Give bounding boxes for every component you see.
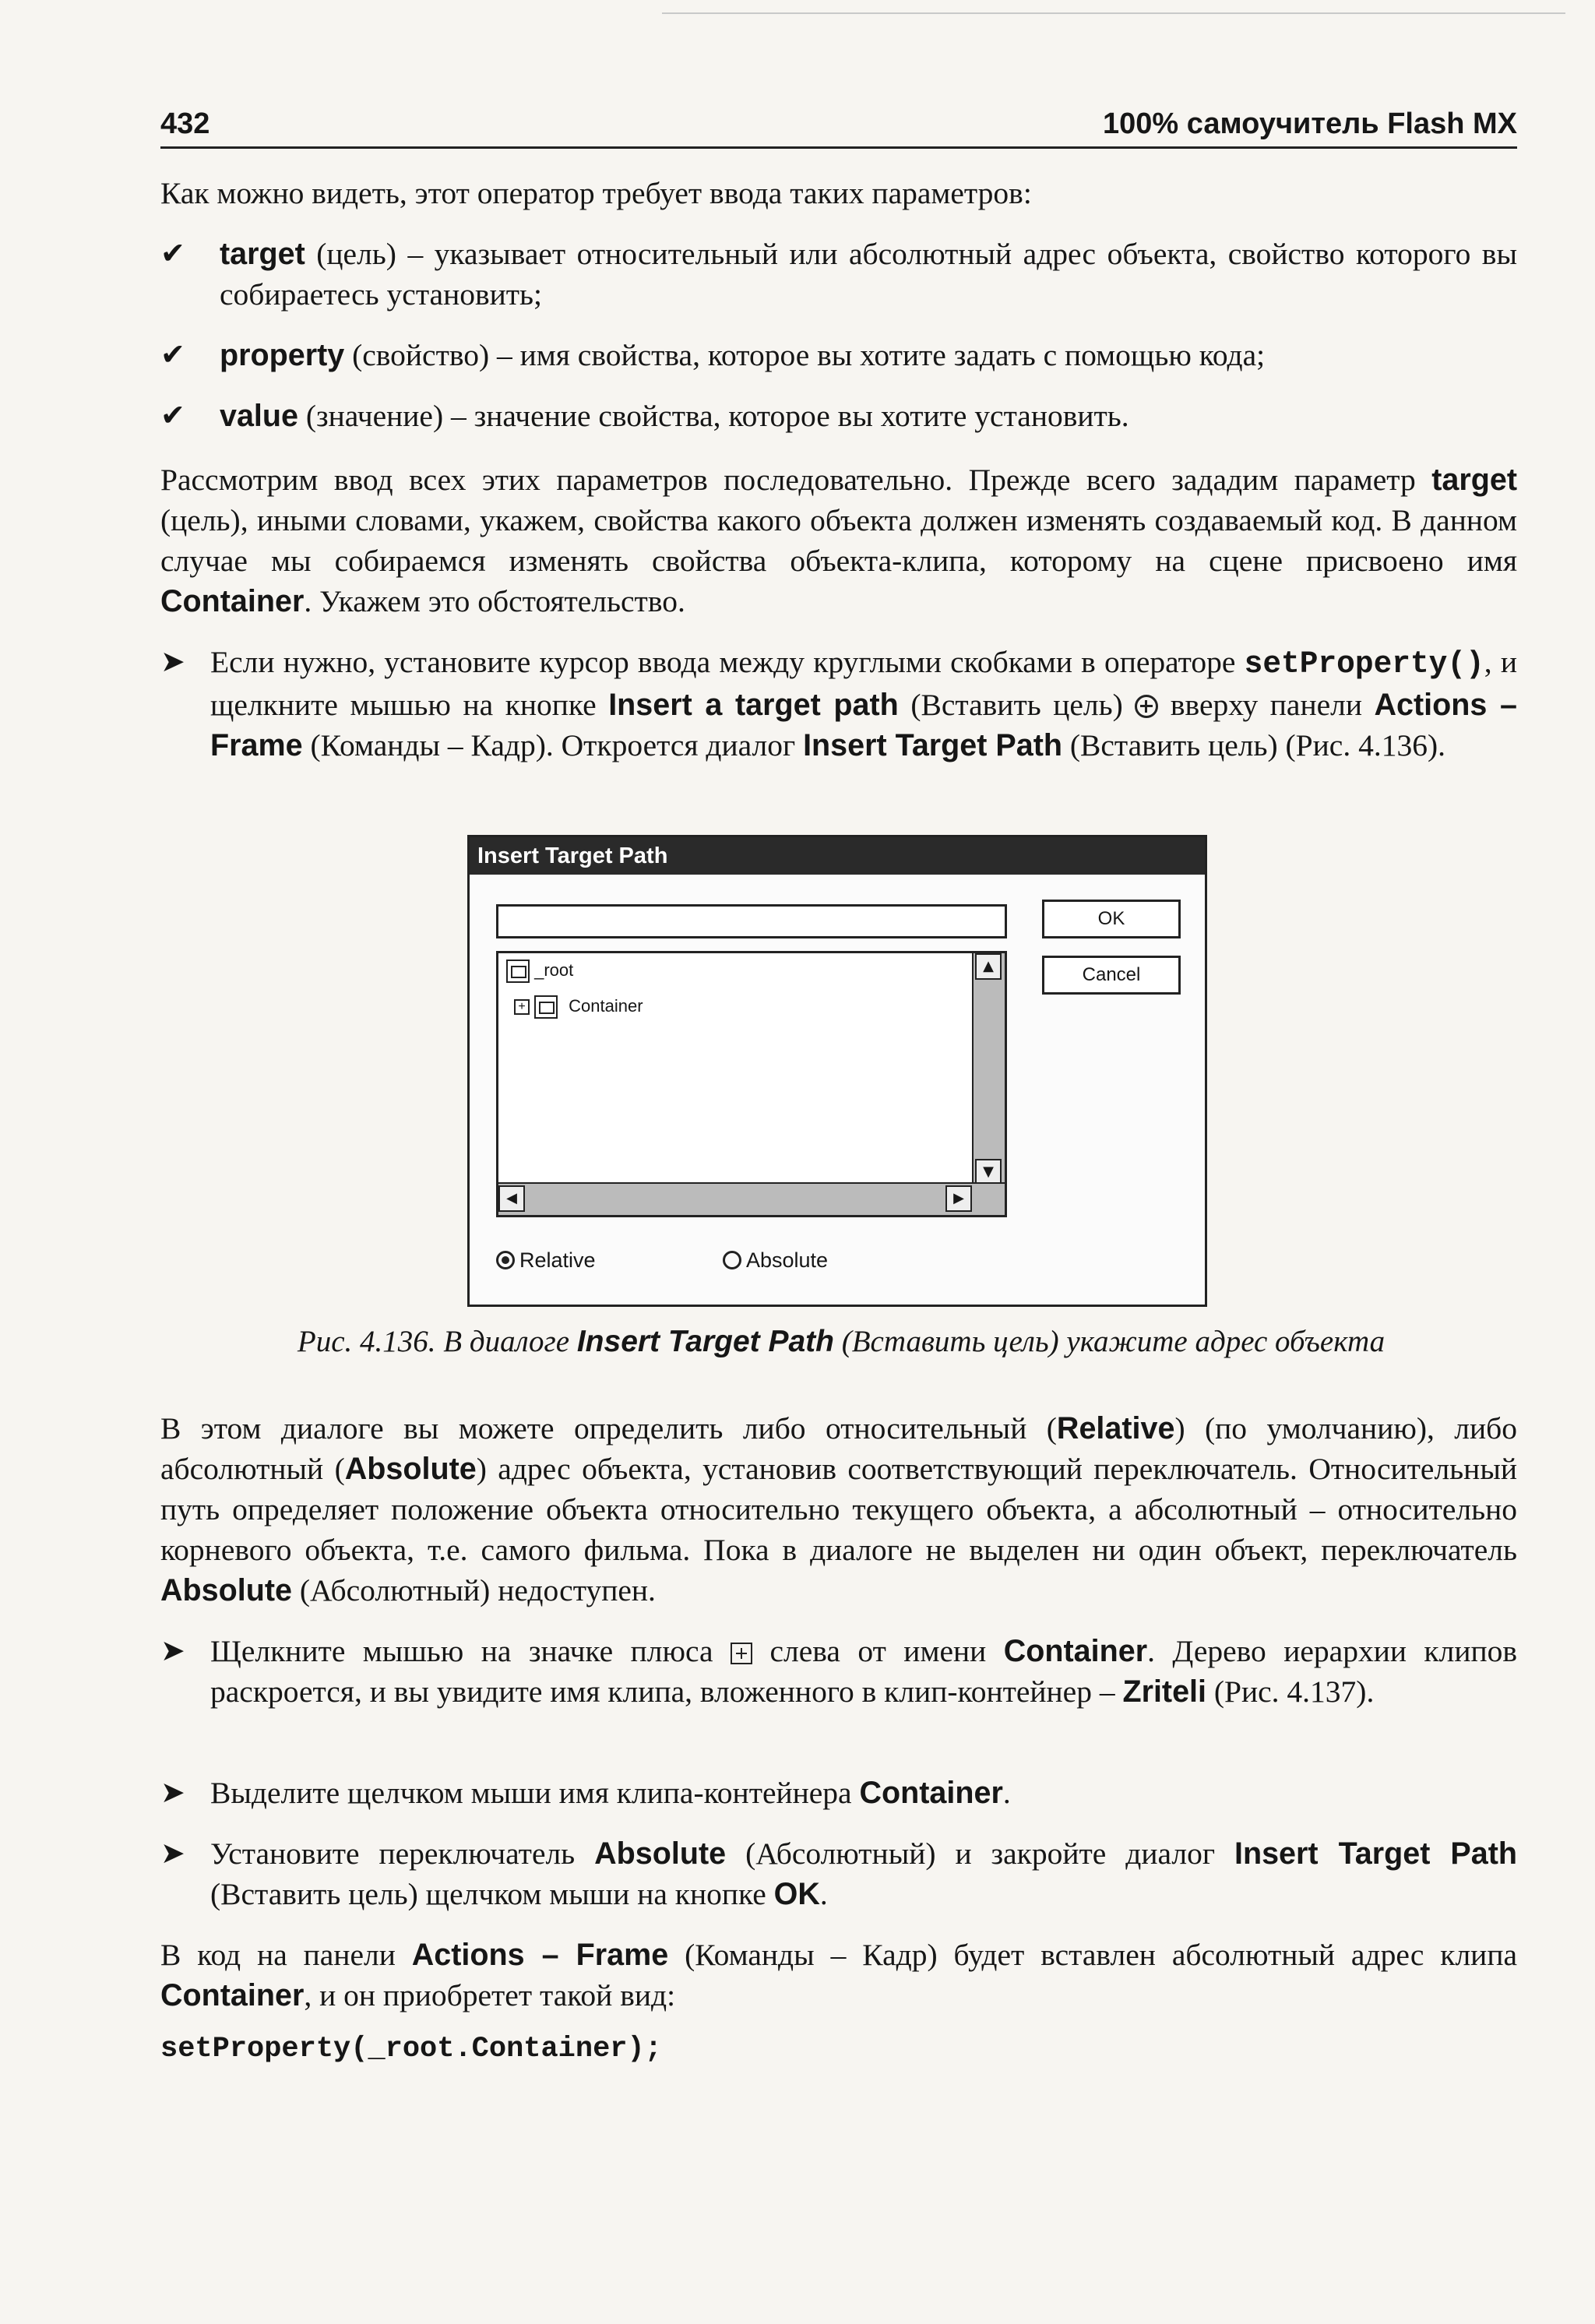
horizontal-scrollbar[interactable]: [498, 1182, 1005, 1215]
param-value: value (значение) – значение свойства, которое вы хотите установить.: [220, 399, 1129, 433]
arrow-bullet-icon: ➤: [160, 646, 185, 678]
radio-selected-icon: [496, 1251, 515, 1269]
param-property: property (свойство) – имя свойства, которое вы хотите задать с помощью кода;: [220, 338, 1266, 372]
book-title: 100% самоучитель Flash MX: [1103, 107, 1517, 140]
step-1: Если нужно, установите курсор ввода между круглыми скобками в операторе setProperty(), и щелкните мышью на кнопке Insert a target path (Вставить цель) вверху панели Actions – Frame (Команды – Кадр). Откроется диалог Insert Target Path (Вставить цель) (Рис. 4.136).: [210, 645, 1517, 762]
paragraph-3: В код на панели Actions – Frame (Команды – Кадр) будет вставлен абсолютный адрес клипа Container, и он приобретет такой вид:: [160, 1938, 1517, 2012]
tree-node-container[interactable]: + Container: [514, 995, 643, 1019]
insert-target-path-icon: [1135, 695, 1158, 718]
paragraph-1: Рассмотрим ввод всех этих параметров последовательно. Прежде всего зададим параметр target (цель), иными словами, укажем, свойства какого объекта должен изменять создаваемый код. В данном случае мы собираемся изменять свойства объекта-клипа, которому на сцене присвоено имя Container. Укажем это обстоятельство.: [160, 463, 1517, 618]
vertical-scrollbar[interactable]: [972, 953, 1005, 1185]
page-number: 432: [160, 107, 210, 140]
arrow-bullet-icon: ➤: [160, 1837, 185, 1870]
step-3: Выделите щелчком мыши имя клипа-контейнера Container.: [210, 1776, 1011, 1810]
absolute-radio[interactable]: Absolute: [723, 1248, 828, 1273]
code-sample: setProperty(_root.Container);: [160, 2033, 662, 2065]
check-icon: ✔: [160, 400, 185, 432]
arrow-bullet-icon: ➤: [160, 1635, 185, 1667]
tree-node-root[interactable]: _root: [506, 960, 573, 983]
cancel-button[interactable]: Cancel: [1042, 956, 1181, 995]
plus-box-icon: [731, 1643, 752, 1664]
check-icon: ✔: [160, 238, 185, 270]
figure-caption: Рис. 4.136. В диалоге Insert Target Path (Вставить цель) укажите адрес объекта: [297, 1325, 1386, 1358]
movie-clip-icon: [506, 960, 530, 983]
scroll-right-icon[interactable]: ▶: [945, 1185, 972, 1212]
scroll-up-icon[interactable]: ▲: [975, 953, 1002, 980]
insert-target-path-dialog: [467, 835, 1207, 1307]
page-top-rule: [662, 12, 1565, 14]
movie-clip-icon: [534, 995, 558, 1019]
expand-plus-icon[interactable]: +: [514, 999, 530, 1015]
step-2: Щелкните мышью на значке плюса слева от имени Container. Дерево иерархии клипов раскроется, и вы увидите имя клипа, вложенного в клип-контейнер – Zriteli (Рис. 4.137).: [210, 1634, 1518, 1709]
target-tree[interactable]: [496, 951, 1007, 1217]
step-4: Установите переключатель Absolute (Абсолютный) и закройте диалог Insert Target Path (Вставить цель) щелчком мыши на кнопке OK.: [210, 1836, 1517, 1911]
scroll-down-icon[interactable]: ▼: [975, 1159, 1002, 1185]
scroll-left-icon[interactable]: ◀: [498, 1185, 525, 1212]
page-header: [160, 107, 1517, 149]
relative-radio[interactable]: Relative: [496, 1248, 596, 1273]
arrow-bullet-icon: ➤: [160, 1776, 185, 1809]
intro-paragraph: Как можно видеть, этот оператор требует ввода таких параметров:: [160, 176, 1032, 210]
param-target: target (цель) – указывает относительный или абсолютный адрес объекта, свойство которого вы собираетесь установить;: [220, 237, 1517, 312]
target-path-input[interactable]: [496, 904, 1007, 938]
ok-button[interactable]: OK: [1042, 900, 1181, 938]
dialog-title: Insert Target Path: [470, 837, 1205, 875]
paragraph-2: В этом диалоге вы можете определить либо относительный (Relative) (по умолчанию), либо абсолютный (Absolute) адрес объекта, установив соответствующий переключатель. Относительный путь определяет положение объекта относительно текущего объекта, а абсолютный – относительно корневого объекта, т.е. самого фильма. Пока в диалоге не выделен ни один объект, переключатель Absolute (Абсолютный) недоступен.: [160, 1411, 1517, 1607]
radio-unselected-icon: [723, 1251, 741, 1269]
check-icon: ✔: [160, 339, 185, 371]
